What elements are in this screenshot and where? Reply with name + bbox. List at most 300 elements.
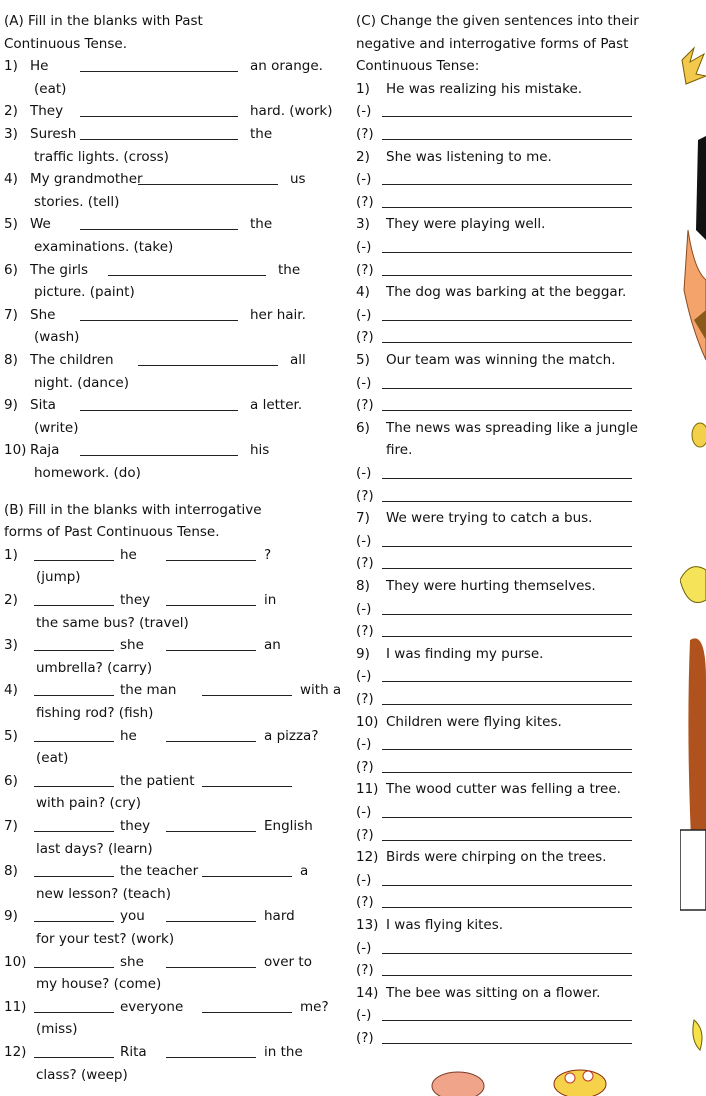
sentence-text: the (250, 126, 273, 142)
verb-hint: the same bus? (travel) (36, 614, 189, 631)
section-b-heading: (B) Fill in the blanks with interrogative (4, 501, 262, 518)
exercise-b-item (4, 634, 281, 656)
section-c-heading-line (356, 55, 479, 77)
section-b-heading-line (4, 521, 220, 543)
arm-decoration (684, 230, 706, 360)
exercise-b-item (4, 679, 341, 701)
interrogative-answer-line (356, 326, 632, 348)
answer-blank[interactable] (34, 546, 114, 561)
item-number: 4) (4, 171, 18, 188)
answer-blank[interactable] (34, 727, 114, 742)
answer-blank[interactable] (382, 306, 632, 321)
item-number: 7) (4, 818, 18, 834)
exercise-c-item (356, 575, 596, 597)
negative-answer-line (356, 1004, 632, 1026)
shirt-decoration (696, 136, 706, 240)
negative-mark: (-) (356, 871, 372, 888)
exercise-c-item (356, 417, 638, 439)
answer-blank[interactable] (382, 758, 632, 773)
verb-hint: traffic lights. (cross) (34, 148, 169, 165)
sentence-text: an orange. (250, 58, 323, 75)
given-sentence: The bee was sitting on a flower. (386, 984, 601, 1001)
answer-blank[interactable] (108, 261, 266, 276)
exercise-c-item (356, 846, 606, 868)
exercise-a-hint (4, 281, 135, 303)
verb-hint: homework. (do) (34, 465, 141, 481)
sentence-text: with a (300, 682, 342, 699)
exercise-a-item (4, 304, 306, 326)
answer-blank[interactable] (34, 907, 114, 922)
answer-blank[interactable] (80, 125, 238, 140)
item-number: 1) (4, 546, 18, 563)
negative-answer-line (356, 462, 632, 484)
interrogative-answer-line (356, 891, 632, 913)
sentence-text: Rita (120, 1044, 147, 1060)
answer-blank[interactable] (382, 667, 632, 682)
interrogative-mark: (?) (356, 329, 374, 346)
sentence-text: an (264, 637, 281, 654)
exercise-b-hint (4, 792, 141, 814)
interrogative-answer-line (356, 959, 632, 981)
item-number: 11) (4, 998, 27, 1015)
verb-hint: umbrella? (carry) (36, 659, 153, 676)
answer-blank[interactable] (382, 939, 632, 954)
exercise-c-item (356, 643, 543, 665)
exercise-a-item (4, 259, 300, 281)
answer-blank[interactable] (34, 1043, 114, 1058)
exercise-c-item (356, 778, 621, 800)
negative-mark: (-) (356, 103, 372, 120)
exercise-b-hint (4, 973, 161, 995)
exercise-b-hint (4, 657, 152, 679)
section-a-heading: Continuous Tense. (4, 35, 127, 52)
interrogative-answer-line (356, 620, 632, 642)
negative-answer-line (356, 168, 632, 190)
given-sentence: I was flying kites. (386, 917, 504, 933)
answer-blank[interactable] (382, 193, 632, 208)
exercise-a-item (4, 123, 272, 145)
answer-blank[interactable] (166, 636, 256, 651)
exercise-c-item (356, 914, 503, 936)
face-decoration (432, 1072, 484, 1096)
sentence-text: you (120, 908, 145, 925)
interrogative-mark: (?) (356, 487, 374, 504)
interrogative-mark: (?) (356, 826, 374, 843)
given-sentence: We were trying to catch a bus. (386, 510, 593, 527)
sentence-text: she (120, 637, 144, 654)
popcorn-decoration (554, 1070, 606, 1096)
verb-hint: my house? (come) (36, 976, 162, 993)
negative-answer-line (356, 937, 632, 959)
sentence-text: he (120, 546, 137, 563)
exercise-a-item (4, 100, 333, 122)
exercise-a-item (4, 394, 302, 416)
negative-mark: (-) (356, 939, 372, 956)
item-number: 3) (4, 126, 18, 142)
sentence-text: English (264, 818, 313, 834)
exercise-c-item (356, 439, 412, 461)
answer-blank[interactable] (80, 396, 238, 411)
exercise-b-item (4, 860, 308, 882)
item-number: 5) (4, 727, 18, 744)
interrogative-answer-line (356, 552, 632, 574)
answer-blank[interactable] (382, 600, 632, 615)
answer-blank[interactable] (34, 862, 114, 877)
answer-blank[interactable] (382, 1029, 632, 1044)
item-number: 12) (356, 849, 379, 866)
interrogative-mark: (?) (356, 623, 374, 640)
exercise-c-item (356, 711, 562, 733)
item-number: 3) (4, 637, 18, 654)
sentence-subject: She (30, 306, 56, 323)
answer-blank[interactable] (382, 554, 632, 569)
item-number: 8) (356, 578, 370, 594)
answer-blank[interactable] (34, 681, 114, 696)
item-number: 9) (4, 397, 18, 414)
section-c-heading: negative and interrogative forms of Past (356, 35, 629, 52)
given-sentence: Birds were chirping on the trees. (386, 849, 607, 866)
hair-tuft-decoration (682, 48, 706, 84)
negative-answer-line (356, 598, 632, 620)
sentence-subject: The girls (30, 261, 89, 278)
interrogative-mark: (?) (356, 894, 374, 911)
sentence-text: in (264, 592, 277, 608)
popcorn-kernel-decoration (583, 1071, 593, 1081)
answer-blank[interactable] (382, 125, 632, 140)
verb-hint: picture. (paint) (34, 284, 135, 301)
given-sentence: The dog was barking at the beggar. (386, 284, 627, 301)
negative-mark: (-) (356, 600, 372, 617)
section-c-heading: Continuous Tense: (356, 58, 480, 75)
sentence-text: his (250, 442, 270, 459)
negative-answer-line (356, 304, 632, 326)
item-number: 9) (4, 908, 18, 925)
answer-blank[interactable] (382, 871, 632, 886)
answer-blank[interactable] (382, 735, 632, 750)
answer-blank[interactable] (34, 953, 114, 968)
leaf-decoration (692, 423, 706, 447)
interrogative-mark: (?) (356, 962, 374, 979)
sentence-text: all (290, 352, 306, 368)
sentence-subject: The children (30, 352, 114, 368)
answer-blank[interactable] (34, 772, 114, 787)
item-number: 13) (356, 917, 379, 933)
answer-blank[interactable] (166, 817, 256, 832)
body-decoration (688, 638, 706, 860)
answer-blank[interactable] (382, 622, 632, 637)
item-number: 3) (356, 216, 370, 233)
sentence-text: the man (120, 682, 177, 699)
exercise-b-item (4, 996, 329, 1018)
answer-blank[interactable] (382, 464, 632, 479)
sentence-text: the (250, 216, 273, 233)
item-number: 5) (4, 216, 18, 233)
interrogative-answer-line (356, 756, 632, 778)
negative-answer-line (356, 665, 632, 687)
exercise-b-hint (4, 1064, 128, 1086)
sentence-subject: They (30, 103, 64, 120)
interrogative-mark: (?) (356, 555, 374, 572)
answer-blank[interactable] (382, 690, 632, 705)
answer-blank[interactable] (80, 102, 238, 117)
given-sentence: She was listening to me. (386, 148, 552, 165)
verb-hint: night. (dance) (34, 374, 129, 391)
exercise-b-hint (4, 747, 68, 769)
verb-hint: class? (weep) (36, 1066, 128, 1083)
exercise-b-item (4, 544, 271, 566)
sentence-text: hard (264, 908, 295, 925)
negative-answer-line (356, 372, 632, 394)
exercise-b-item (4, 815, 313, 837)
verb-hint: with pain? (cry) (36, 795, 142, 812)
answer-blank[interactable] (138, 351, 278, 366)
exercise-a-hint (4, 372, 129, 394)
exercise-b-hint (4, 928, 174, 950)
interrogative-mark: (?) (356, 397, 374, 414)
exercise-a-hint (4, 78, 66, 100)
verb-hint: for your test? (work) (36, 931, 175, 947)
section-a-heading: (A) Fill in the blanks with Past (4, 13, 203, 29)
answer-blank[interactable] (382, 170, 632, 185)
flower-decoration (693, 1020, 702, 1050)
item-number: 4) (4, 682, 18, 699)
exercise-a-hint (4, 326, 79, 348)
negative-mark: (-) (356, 668, 372, 685)
interrogative-mark: (?) (356, 1030, 374, 1046)
section-c-heading: (C) Change the given sentences into their (356, 13, 639, 29)
item-number: 2) (4, 592, 18, 608)
exercise-b-item (4, 589, 276, 611)
sentence-text: a pizza? (264, 727, 319, 744)
cartoon-figure-illustration (680, 40, 706, 1096)
answer-blank[interactable] (382, 961, 632, 976)
item-number: 10) (4, 953, 27, 970)
negative-mark: (-) (356, 374, 372, 391)
exercise-b-hint (4, 883, 171, 905)
answer-blank[interactable] (202, 772, 292, 787)
interrogative-answer-line (356, 259, 632, 281)
exercise-a-item (4, 213, 272, 235)
section-c-heading-line (356, 33, 628, 55)
sentence-text: ? (264, 546, 272, 563)
exercise-b-hint (4, 1018, 78, 1040)
answer-blank[interactable] (382, 532, 632, 547)
exercise-a-hint (4, 191, 119, 213)
verb-hint: last days? (learn) (36, 840, 153, 857)
exercise-b-item (4, 1041, 303, 1063)
sentence-text: the teacher (120, 863, 199, 880)
verb-hint: (jump) (36, 569, 81, 586)
exercise-a-hint (4, 236, 173, 258)
item-number: 4) (356, 284, 370, 301)
sentence-text: in the (264, 1044, 303, 1060)
answer-blank[interactable] (382, 238, 632, 253)
exercise-c-item (356, 349, 615, 371)
sentence-text: her hair. (250, 306, 306, 323)
verb-hint: (eat) (36, 750, 69, 767)
exercise-a-item (4, 349, 306, 371)
sentence-subject: We (30, 216, 51, 233)
answer-blank[interactable] (34, 591, 114, 606)
foot-decoration (680, 567, 706, 603)
item-number: 8) (4, 863, 18, 880)
answer-blank[interactable] (166, 727, 256, 742)
answer-blank[interactable] (80, 215, 238, 230)
section-c-heading-line (356, 10, 639, 32)
sentence-text: they (120, 818, 151, 834)
item-number: 6) (4, 261, 18, 278)
exercise-a-item (4, 55, 323, 77)
item-number: 1) (4, 58, 18, 75)
section-a-heading-line (4, 10, 203, 32)
exercise-b-item (4, 905, 295, 927)
item-number: 14) (356, 984, 379, 1001)
verb-hint: (write) (34, 419, 79, 436)
given-sentence: Children were flying kites. (386, 713, 562, 730)
exercise-c-item (356, 281, 626, 303)
sentence-text: he (120, 727, 137, 744)
negative-mark: (-) (356, 804, 372, 820)
interrogative-answer-line (356, 123, 632, 145)
given-sentence: The news was spreading like a jungle (386, 419, 638, 436)
exercise-b-hint (4, 612, 189, 634)
given-sentence: They were hurting themselves. (386, 578, 596, 594)
section-a-heading-line (4, 33, 127, 55)
exercise-b-hint (4, 838, 153, 860)
exercise-a-item (4, 168, 306, 190)
negative-mark: (-) (356, 736, 372, 753)
negative-answer-line (356, 100, 632, 122)
item-number: 1) (356, 80, 370, 97)
negative-answer-line (356, 869, 632, 891)
answer-blank[interactable] (382, 1006, 632, 1021)
sentence-subject: My grandmother (30, 171, 143, 188)
answer-blank[interactable] (166, 546, 256, 561)
interrogative-answer-line (356, 191, 632, 213)
answer-blank[interactable] (34, 817, 114, 832)
verb-hint: examinations. (take) (34, 239, 174, 255)
sentence-subject: Sita (30, 397, 56, 414)
bottom-cartoon-illustration (420, 1066, 660, 1096)
answer-blank[interactable] (382, 102, 632, 117)
exercise-a-hint (4, 462, 141, 484)
sentence-text: she (120, 953, 144, 970)
sentence-text: the patient (120, 772, 195, 789)
exercise-a-hint (4, 146, 169, 168)
item-number: 9) (356, 645, 370, 662)
briefcase-decoration (680, 830, 706, 910)
item-number: 2) (4, 103, 18, 120)
item-number: 12) (4, 1044, 27, 1060)
interrogative-answer-line (356, 688, 632, 710)
section-b-heading-line (4, 499, 262, 521)
answer-blank[interactable] (80, 57, 238, 72)
exercise-c-item (356, 507, 592, 529)
answer-blank[interactable] (166, 591, 256, 606)
sentence-text: us (290, 171, 306, 188)
negative-answer-line (356, 733, 632, 755)
answer-blank[interactable] (166, 907, 256, 922)
answer-blank[interactable] (382, 396, 632, 411)
answer-blank[interactable] (202, 998, 292, 1013)
sentence-text: they (120, 592, 151, 608)
sentence-text: the (278, 261, 301, 278)
negative-mark: (-) (356, 239, 372, 255)
exercise-c-item (356, 78, 582, 100)
given-sentence: The wood cutter was felling a tree. (386, 781, 621, 798)
sentence-subject: He (30, 58, 49, 75)
sentence-text: everyone (120, 998, 184, 1015)
answer-blank[interactable] (202, 681, 292, 696)
negative-answer-line (356, 801, 632, 823)
interrogative-answer-line (356, 1027, 632, 1049)
exercise-b-item (4, 951, 312, 973)
given-sentence: They were playing well. (386, 216, 546, 233)
answer-blank[interactable] (166, 953, 256, 968)
answer-blank[interactable] (34, 636, 114, 651)
answer-blank[interactable] (382, 328, 632, 343)
verb-hint: (wash) (34, 329, 80, 346)
answer-blank[interactable] (382, 374, 632, 389)
verb-hint: stories. (tell) (34, 193, 120, 210)
interrogative-mark: (?) (356, 193, 374, 210)
item-number: 7) (356, 510, 370, 527)
interrogative-answer-line (356, 485, 632, 507)
verb-hint: fishing rod? (fish) (36, 705, 154, 721)
popcorn-kernel-decoration (565, 1073, 575, 1083)
section-b-heading: forms of Past Continuous Tense. (4, 524, 220, 541)
answer-blank[interactable] (80, 306, 238, 321)
answer-blank[interactable] (382, 261, 632, 276)
interrogative-answer-line (356, 824, 632, 846)
item-number: 11) (356, 781, 379, 798)
interrogative-mark: (?) (356, 691, 374, 707)
given-sentence: I was finding my purse. (386, 645, 544, 662)
exercise-b-hint (4, 702, 153, 724)
item-number: 5) (356, 352, 370, 368)
negative-answer-line (356, 236, 632, 258)
sentence-text: hard. (work) (250, 103, 333, 120)
interrogative-mark: (?) (356, 126, 374, 142)
answer-blank[interactable] (80, 441, 238, 456)
item-number: 10) (4, 442, 27, 459)
answer-blank[interactable] (166, 1043, 256, 1058)
given-sentence: fire. (386, 442, 413, 459)
exercise-b-item (4, 770, 300, 792)
item-number: 2) (356, 148, 370, 165)
interrogative-mark: (?) (356, 261, 374, 278)
sentence-subject: Raja (30, 442, 60, 459)
negative-mark: (-) (356, 465, 372, 481)
negative-mark: (-) (356, 1007, 372, 1024)
answer-blank[interactable] (382, 487, 632, 502)
answer-blank[interactable] (382, 803, 632, 818)
sentence-text: over to (264, 953, 312, 970)
sentence-text: a letter. (250, 397, 303, 414)
sentence-subject: Suresh (30, 126, 77, 142)
answer-blank[interactable] (138, 170, 278, 185)
negative-mark: (-) (356, 171, 372, 188)
exercise-b-hint (4, 566, 81, 588)
answer-blank[interactable] (202, 862, 292, 877)
sentence-text: me? (300, 998, 329, 1015)
answer-blank[interactable] (382, 826, 632, 841)
answer-blank[interactable] (382, 893, 632, 908)
item-number: 7) (4, 306, 18, 323)
verb-hint: (eat) (34, 80, 67, 97)
answer-blank[interactable] (34, 998, 114, 1013)
verb-hint: (miss) (36, 1021, 78, 1038)
